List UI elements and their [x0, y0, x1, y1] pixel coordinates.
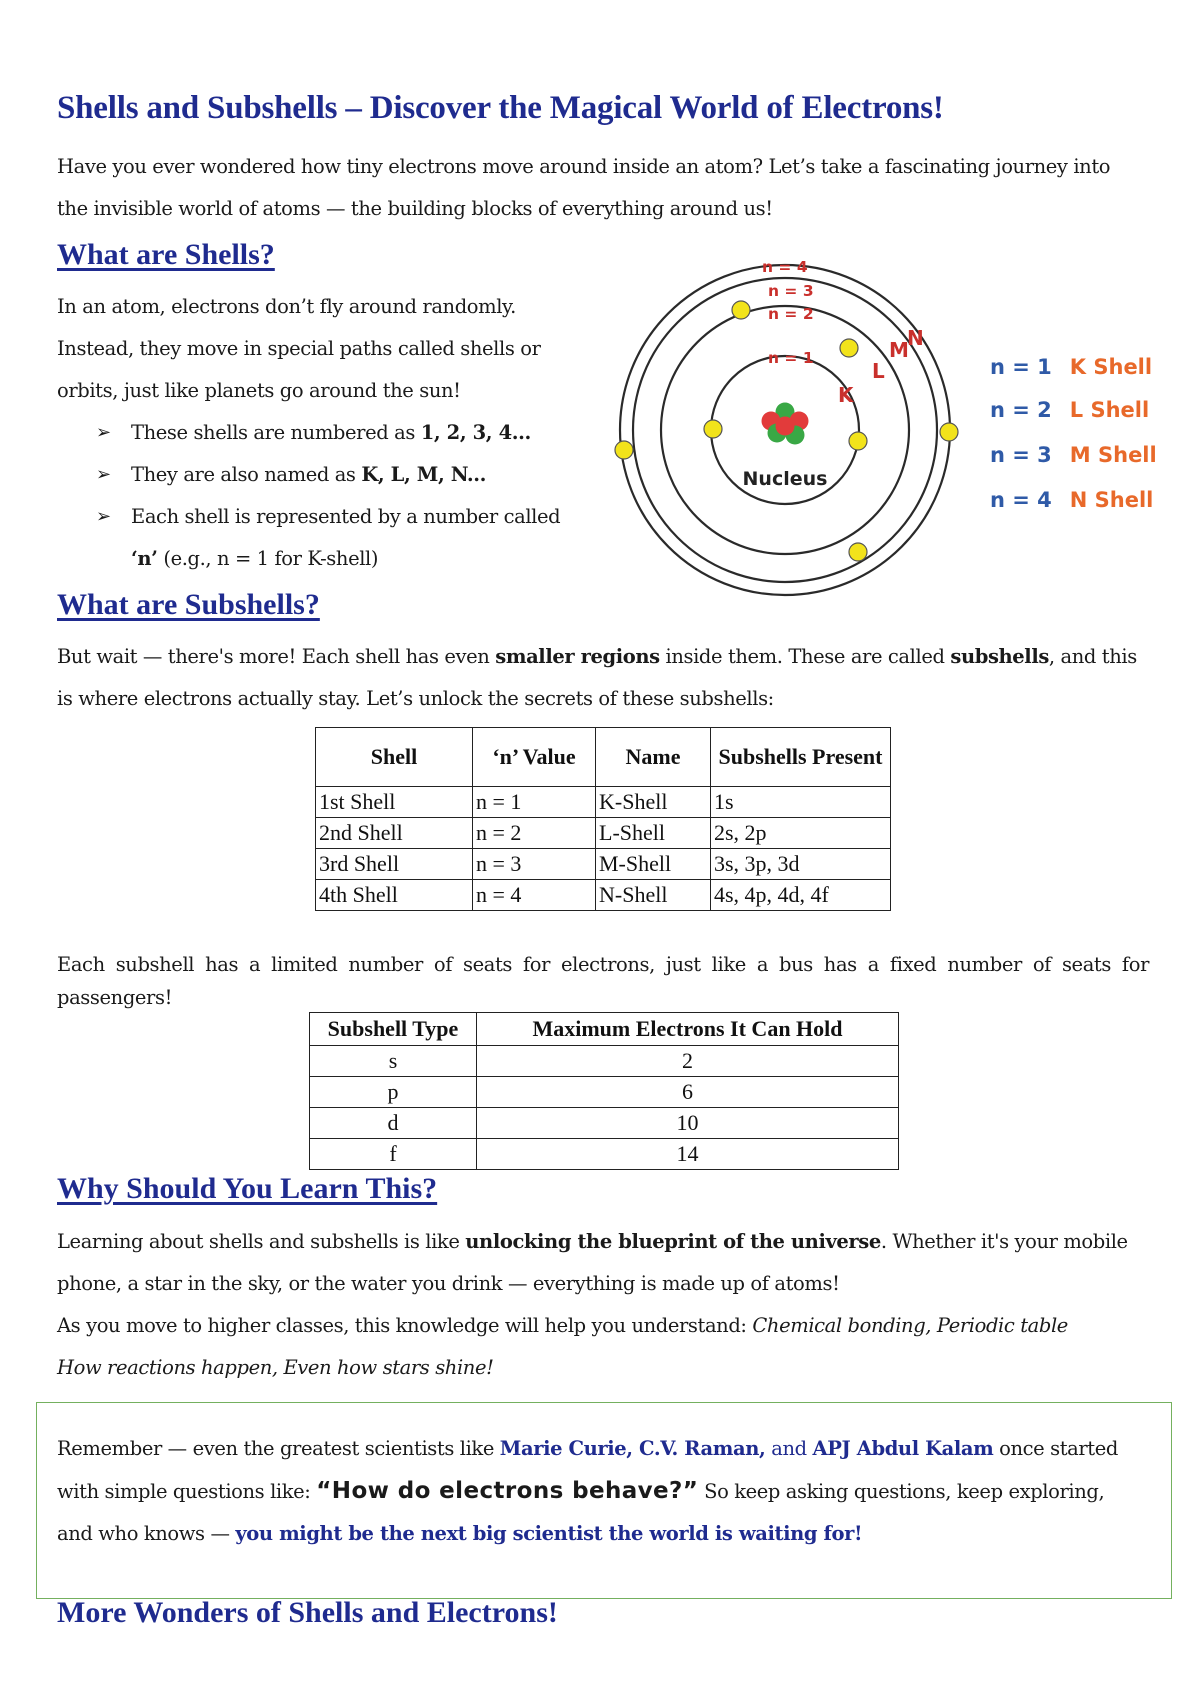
legend-row: [990, 488, 1153, 512]
table-header: Name: [596, 728, 711, 787]
italic-text: How reactions happen, Even how stars shine!: [57, 1356, 494, 1379]
table-cell: 2: [477, 1046, 899, 1077]
bullet-text: They are also named as: [131, 463, 362, 486]
bullet-text: These shells are numbered as: [131, 421, 421, 444]
text: once started: [993, 1437, 1118, 1460]
legend-n: n = 4: [990, 488, 1052, 512]
why-heading: Why Should You Learn This?: [57, 1172, 438, 1205]
table-header: Subshell Type: [310, 1013, 477, 1046]
intro-line-1: Have you ever wondered how tiny electrons move around inside an atom? Let’s take a fascinating journey into: [57, 155, 1111, 178]
bullet-bold: ‘n’: [131, 547, 158, 570]
table-row: [316, 880, 891, 911]
page-title: Shells and Subshells – Discover the Magical World of Electrons!: [57, 90, 944, 126]
scientist-name: APJ Abdul Kalam: [812, 1437, 994, 1460]
why-line-2: phone, a star in the sky, or the water you drink — everything is made up of atoms!: [57, 1272, 840, 1295]
bullet-text: (e.g., n = 1 for K-shell): [157, 547, 379, 570]
shell-letter: L: [872, 359, 885, 383]
intro-paragraph: [57, 146, 1110, 230]
subshells-line-2: is where electrons actually stay. Let’s unlock the secrets of these subshells:: [57, 687, 774, 710]
table-cell: n = 4: [473, 880, 596, 911]
table-cell: 3s, 3p, 3d: [711, 849, 891, 880]
orbit-label: n = 1: [768, 349, 814, 367]
table-cell: 10: [477, 1108, 899, 1139]
table-cell: 14: [477, 1139, 899, 1170]
shell-letter: K: [838, 383, 854, 407]
legend-n: n = 2: [990, 398, 1052, 422]
table-cell: 2s, 2p: [711, 818, 891, 849]
text: and: [765, 1437, 813, 1460]
subshells-heading: What are Subshells?: [57, 588, 320, 621]
bold-text: subshells: [950, 645, 1049, 668]
text: and who knows —: [57, 1522, 236, 1545]
list-item: [96, 412, 531, 454]
table-cell: p: [310, 1077, 477, 1108]
legend-shell: K Shell: [1069, 355, 1153, 379]
bullet-bold: K, L, M, N...: [361, 463, 487, 486]
shell-letter: N: [907, 326, 924, 350]
subshell-capacity-table: [309, 1012, 899, 1170]
table-cell: 6: [477, 1077, 899, 1108]
text: Learning about shells and subshells is like: [57, 1230, 466, 1253]
legend-row: [990, 443, 1157, 467]
text: , and this: [1048, 645, 1137, 668]
table-cell: s: [310, 1046, 477, 1077]
table-cell: n = 2: [473, 818, 596, 849]
text: So keep asking questions, keep exploring,: [698, 1480, 1105, 1503]
table-cell: f: [310, 1139, 477, 1170]
table-cell: 3rd Shell: [316, 849, 473, 880]
table-cell: n = 1: [473, 787, 596, 818]
bullet-bold: 1, 2, 3, 4...: [420, 421, 531, 444]
legend-row: [990, 355, 1152, 379]
table-cell: n = 3: [473, 849, 596, 880]
table-cell: 1st Shell: [316, 787, 473, 818]
table-header-row: [316, 728, 891, 787]
list-item: [96, 454, 486, 496]
arrow-bullet-icon: ➢: [96, 506, 111, 527]
legend-shell: M Shell: [1069, 443, 1157, 467]
table-cell: K-Shell: [596, 787, 711, 818]
shell-letter: M: [889, 338, 909, 362]
legend-row: [990, 398, 1149, 422]
shells-paragraph: [57, 286, 541, 412]
table-header: ‘n’ Value: [473, 728, 596, 787]
table-row: [316, 818, 891, 849]
table-row: [316, 849, 891, 880]
italic-text: Chemical bonding, Periodic table: [752, 1314, 1068, 1337]
shells-line-2: Instead, they move in special paths called shells or: [57, 337, 541, 360]
table-row: [310, 1108, 899, 1139]
seats-paragraph: [57, 948, 1149, 1014]
text: with simple questions like:: [57, 1480, 317, 1503]
subshells-paragraph: [57, 636, 1137, 720]
list-item: [96, 496, 560, 538]
list-item-continuation: [96, 538, 378, 580]
table-cell: L-Shell: [596, 818, 711, 849]
text: But wait — there's more! Each shell has even: [57, 645, 496, 668]
table-row: [316, 787, 891, 818]
legend-n: n = 1: [990, 355, 1052, 379]
text: . Whether it's your mobile: [880, 1230, 1128, 1253]
table-row: [310, 1077, 899, 1108]
shells-line-3: orbits, just like planets go around the sun!: [57, 379, 461, 402]
more-heading: More Wonders of Shells and Electrons!: [57, 1596, 558, 1629]
bold-text: unlocking the blueprint of the universe: [465, 1230, 881, 1253]
table-cell: 4th Shell: [316, 880, 473, 911]
nucleus-icon: [762, 403, 809, 445]
table-cell: M-Shell: [596, 849, 711, 880]
table-cell: d: [310, 1108, 477, 1139]
callout-paragraph: [57, 1428, 1118, 1555]
shells-heading: What are Shells?: [57, 238, 275, 271]
arrow-bullet-icon: ➢: [96, 464, 111, 485]
legend-n: n = 3: [990, 443, 1052, 467]
text: Remember — even the greatest scientists like: [57, 1437, 500, 1460]
quote-text: “How do electrons behave?”: [316, 1478, 699, 1504]
orbit-label: n = 2: [768, 305, 814, 323]
table-cell: N-Shell: [596, 880, 711, 911]
orbit-label: n = 4: [762, 258, 808, 276]
legend-shell: N Shell: [1069, 488, 1154, 512]
seats-line-1: Each subshell has a limited number of seats for electrons, just like a bus has a fixed number of seats for: [57, 953, 1149, 976]
seats-line-2: passengers!: [57, 986, 173, 1009]
nucleus-label: Nucleus: [742, 468, 828, 490]
text: As you move to higher classes, this knowledge will help you understand:: [57, 1314, 753, 1337]
shells-line-1: In an atom, electrons don’t fly around randomly.: [57, 295, 516, 318]
orbit-label: n = 3: [768, 282, 814, 300]
highlight-text: you might be the next big scientist the world is waiting for!: [235, 1522, 863, 1545]
text: inside them. These are called: [659, 645, 951, 668]
table-row: [310, 1139, 899, 1170]
table-cell: 4s, 4p, 4d, 4f: [711, 880, 891, 911]
why-paragraph: [57, 1221, 1128, 1389]
table-row: [310, 1046, 899, 1077]
table-cell: 1s: [711, 787, 891, 818]
table-cell: 2nd Shell: [316, 818, 473, 849]
intro-line-2: the invisible world of atoms — the building blocks of everything around us!: [57, 197, 773, 220]
scientist-names: Marie Curie, C.V. Raman,: [499, 1437, 766, 1460]
atom-shell-diagram: [600, 245, 1160, 600]
legend-shell: L Shell: [1069, 398, 1150, 422]
table-header: Maximum Electrons It Can Hold: [477, 1013, 899, 1046]
table-header: Subshells Present: [711, 728, 891, 787]
table-header: Shell: [316, 728, 473, 787]
shell-table: [315, 727, 891, 911]
table-header-row: [310, 1013, 899, 1046]
bullet-text: Each shell is represented by a number called: [131, 505, 561, 528]
bold-text: smaller regions: [495, 645, 660, 668]
arrow-bullet-icon: ➢: [96, 422, 111, 443]
